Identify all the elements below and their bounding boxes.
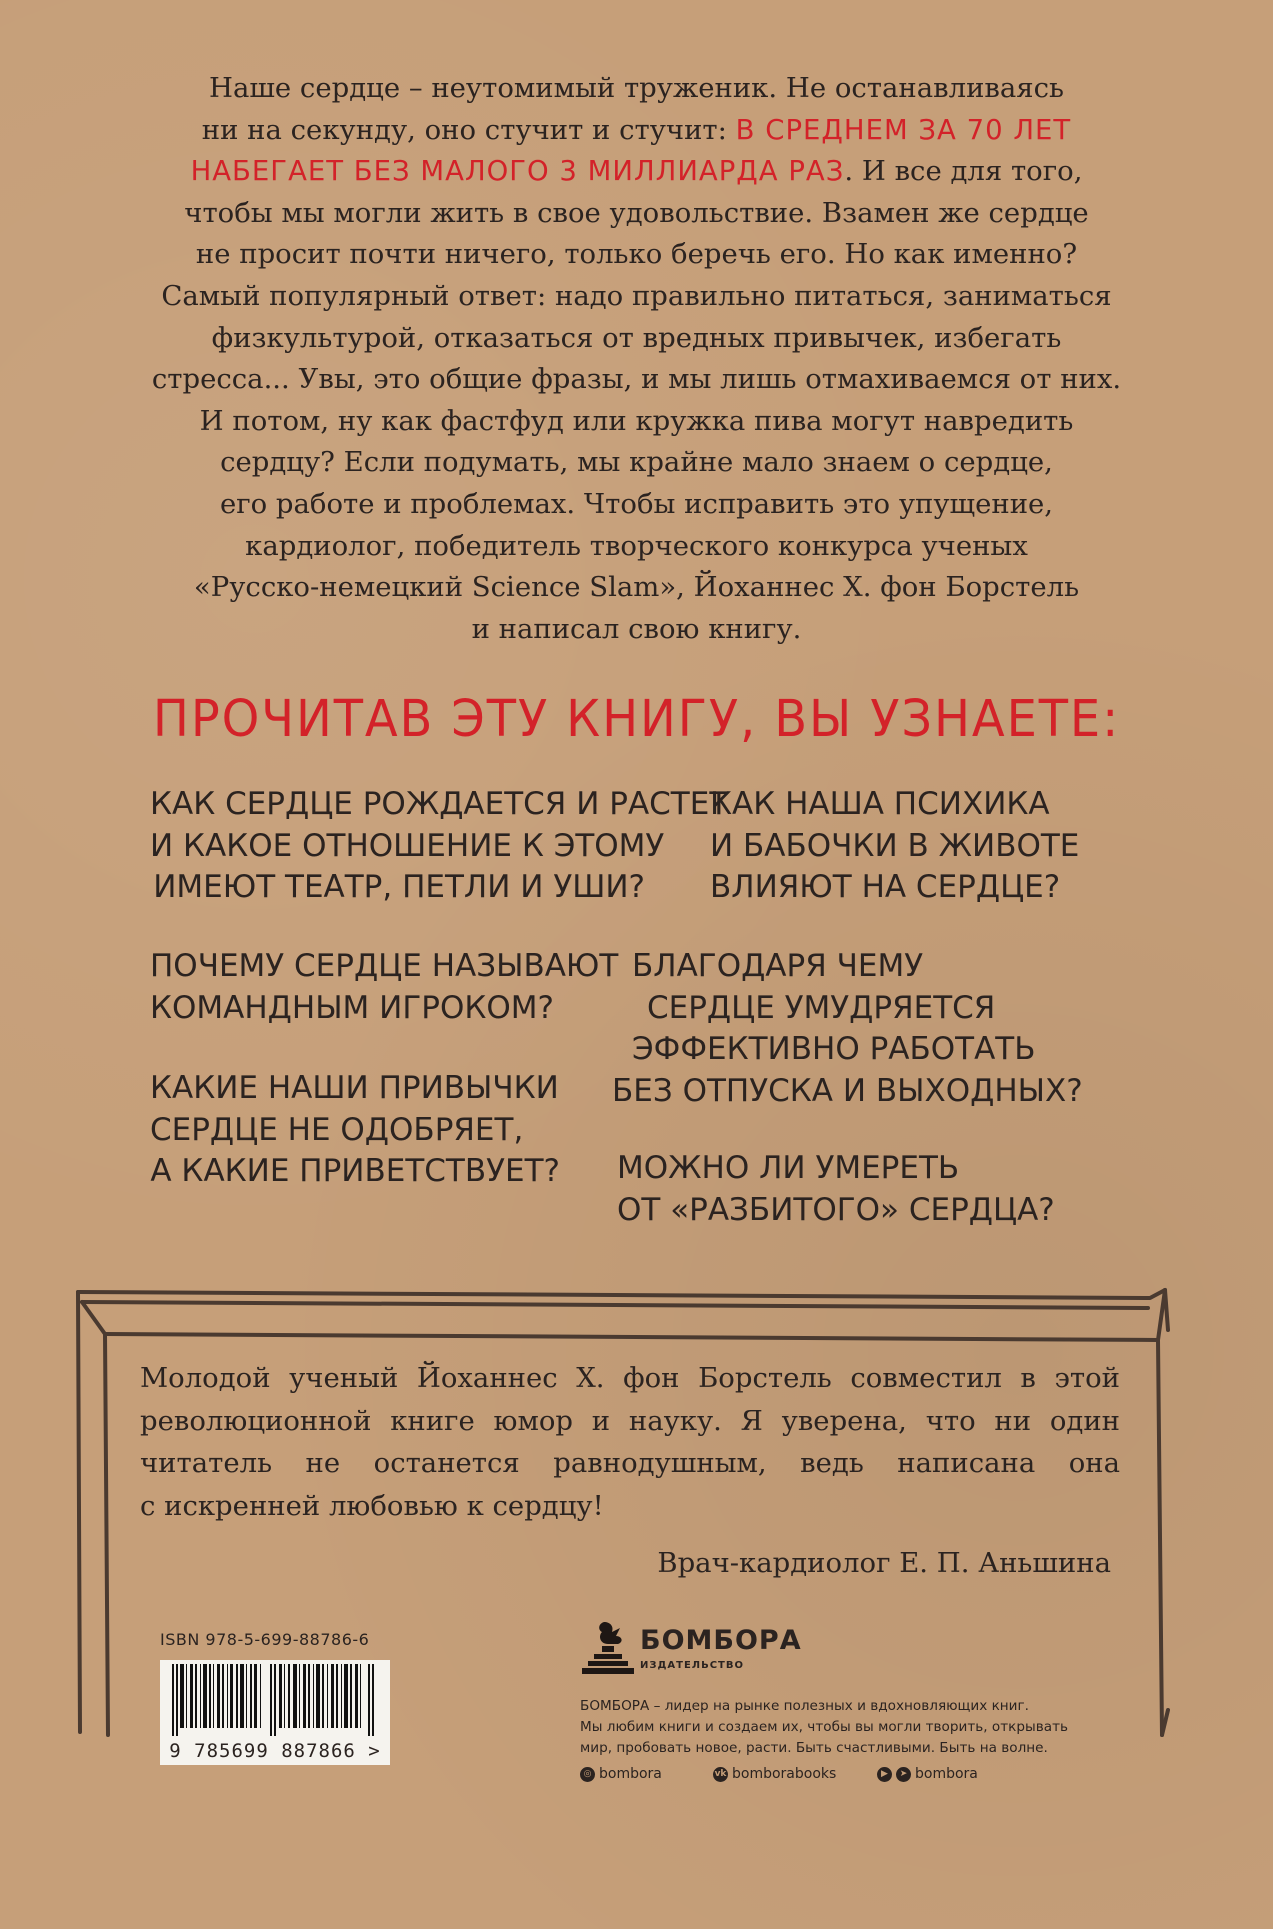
barcode-digits: 9 785699 887866 > [169,1740,381,1762]
barcode [160,1660,390,1765]
intro-line: ни на секунду, оно стучит и стучит: В СРЕДНЕМ ЗА 70 ЛЕТ [201,113,1072,146]
intro-line: не просит почти ничего, только беречь его. Но как именно? [195,238,1078,271]
quote-text [140,1357,1120,1527]
intro-line: «Русско-немецкий Science Slam», Йоханнес Х. фон Борстель [193,571,1080,604]
highlight-text: НАБЕГАЕТ БЕЗ МАЛОГО 3 МИЛЛИАРДА РАЗ [190,155,845,188]
question-block-2: КАК НАША ПСИХИКА И БАБОЧКИ В ЖИВОТЕ ВЛИЯЮТ НА СЕРДЦЕ? [710,786,1080,905]
intro-line: Самый популярный ответ: надо правильно питаться, заниматься [161,279,1112,312]
intro-line: сердцу? Если подумать, мы крайне мало знаем о сердце, [220,446,1053,479]
telegram-icon: ➤ [896,1767,911,1782]
barcode-bars [166,1664,384,1736]
intro-line: и написал свою книгу. [471,612,802,645]
intro-line: физкультурой, отказаться от вредных привычек, избегать [211,321,1062,354]
quote-line: Молодой ученый Йоханнес Х. фон Борстель совместил в этой [140,1362,1120,1394]
youtube-icon: ▶ [877,1767,892,1782]
intro-line: кардиолог, победитель творческого конкурса ученых [245,529,1028,562]
quote-line: с искренней любовью к сердцу! [140,1489,604,1522]
intro-line: Наше сердце – неутомимый труженик. Не останавливаясь [208,72,1065,104]
question-block-3: ПОЧЕМУ СЕРДЦЕ НАЗЫВАЮТ КОМАНДНЫМ ИГРОКОМ? [150,948,619,1026]
publisher-description: БОМБОРА – лидер на рынке полезных и вдохновляющих книг. Мы любим книги и создаем их, чтобы вы могли творить, открывать мир, пробовать новое, расти. Быть счастливыми. Быть на волне. [580,1698,1068,1756]
quote-attribution: Врач-кардиолог Е. П. Аньшина [657,1547,1111,1579]
intro-line: его работе и проблемах. Чтобы исправить это упущение, [219,487,1054,520]
web-icon: ◎ [580,1767,595,1782]
highlight-text: В СРЕДНЕМ ЗА 70 ЛЕТ [735,113,1072,146]
question-block-1: КАК СЕРДЦЕ РОЖДАЕТСЯ И РАСТЕТ И КАКОЕ ОТНОШЕНИЕ К ЭТОМУ ИМЕЮТ ТЕАТР, ПЕТЛИ И УШИ? [150,786,729,905]
social-telegram[interactable]: ▶ ➤ bombora [877,1766,978,1782]
publisher-subtitle: ИЗДАТЕЛЬСТВО [640,1660,744,1671]
quote-line: читатель не останется равнодушным, ведь написана она [140,1447,1120,1479]
bombora-logo-icon [580,1620,638,1676]
intro-line: И потом, ну как фастфуд или кружка пива могут навредить [199,404,1074,437]
isbn-label: ISBN 978-5-699-88786-6 [160,1630,370,1649]
social-web[interactable]: ◎ bombora [580,1766,662,1782]
question-block-4: БЛАГОДАРЯ ЧЕМУ СЕРДЦЕ УМУДРЯЕТСЯ ЭФФЕКТИВНО РАБОТАТЬ БЕЗ ОТПУСКА И ВЫХОДНЫХ? [612,948,1083,1109]
intro-line: стресса... Увы, это общие фразы, и мы лишь отмахиваемся от них. [151,363,1122,396]
social-vk[interactable]: vk bomborabooks [714,1766,837,1782]
intro-text [120,68,1153,650]
quote-line: революционной книге юмор и науку. Я уверена, что ни один [140,1404,1120,1437]
vk-icon: vk [713,1767,728,1782]
intro-line: чтобы мы могли жить в свое удовольствие. Взамен же сердце [184,196,1089,229]
question-block-5: КАКИЕ НАШИ ПРИВЫЧКИ СЕРДЦЕ НЕ ОДОБРЯЕТ, А КАКИЕ ПРИВЕТСТВУЕТ? [150,1070,560,1189]
intro-line: НАБЕГАЕТ БЕЗ МАЛОГО 3 МИЛЛИАРДА РАЗ. И все для того, [190,155,1083,188]
publisher-name: БОМБОРА [640,1625,802,1656]
question-block-6: МОЖНО ЛИ УМЕРЕТЬ ОТ «РАЗБИТОГО» СЕРДЦА? [617,1150,1055,1228]
headline: ПРОЧИТАВ ЭТУ КНИГУ, ВЫ УЗНАЕТЕ: [152,690,1121,749]
